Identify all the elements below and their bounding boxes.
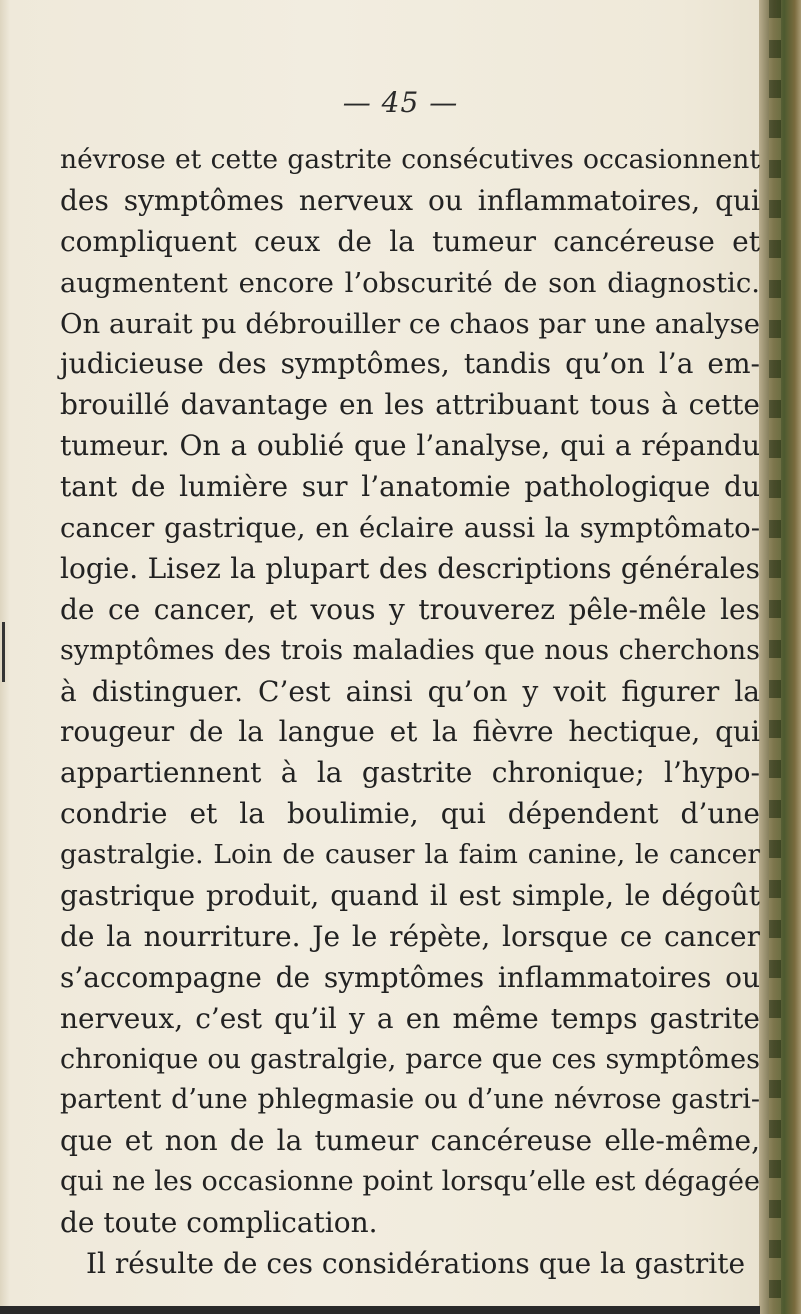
text-line: qui ne les occasionne point lorsqu’elle est dégagée: [60, 1166, 760, 1198]
text-line: brouillé davantage en les attribuant tous à cette: [60, 388, 760, 422]
text-line: nerveux, c’est qu’il y a en même temps gastrite: [60, 1001, 760, 1035]
text-line: de la nourriture. Je le répète, lorsque ce cancer: [60, 919, 760, 953]
body-text: [60, 140, 760, 1285]
bottom-rule: [0, 1306, 760, 1314]
text-line: appartiennent à la gastrite chronique; l’hypo-: [60, 756, 760, 790]
book-spine: [759, 0, 801, 1314]
text-line: gastralgie. Loin de causer la faim canine, le cancer: [60, 839, 760, 871]
text-line: chronique ou gastralgie, parce que ces symptômes: [60, 1043, 760, 1075]
text-line: tumeur. On a oublié que l’analyse, qui a répandu: [60, 429, 760, 463]
text-line: condrie et la boulimie, qui dépendent d’une: [60, 797, 760, 831]
text-line: rougeur de la langue et la fièvre hectique, qui: [60, 715, 760, 749]
margin-mark: [2, 622, 5, 682]
text-line: judicieuse des symptômes, tandis qu’on l’a em-: [60, 347, 760, 381]
text-line: des symptômes nerveux ou inflammatoires, qui: [60, 183, 760, 217]
text-line: logie. Lisez la plupart des descriptions générales: [60, 551, 760, 585]
text-line: On aurait pu débrouiller ce chaos par une analyse: [60, 307, 760, 340]
text-line: de ce cancer, et vous y trouverez pêle-mêle les: [60, 592, 760, 626]
text-line: de toute complication.: [60, 1206, 378, 1240]
text-line: gastrique produit, quand il est simple, le dégoût: [60, 879, 760, 913]
text-line: Il résulte de ces considérations que la gastrite: [86, 1247, 746, 1281]
text-line: névrose et cette gastrite consécutives occasionnent: [60, 144, 760, 175]
text-line: augmentent encore l’obscurité de son diagnostic.: [60, 266, 760, 299]
text-line: que et non de la tumeur cancéreuse elle-même,: [60, 1124, 760, 1158]
text-line: à distinguer. C’est ainsi qu’on y voit figurer la: [60, 674, 760, 708]
text-line: symptômes des trois maladies que nous cherchons: [60, 634, 760, 666]
text-line: tant de lumière sur l’anatomie pathologique du: [60, 470, 760, 504]
page-number: — 45 —: [342, 86, 459, 119]
text-line: partent d’une phlegmasie ou d’une névrose gastri-: [60, 1084, 760, 1116]
text-line: s’accompagne de symptômes inflammatoires ou: [60, 960, 760, 994]
text-line: cancer gastrique, en éclaire aussi la symptômato-: [60, 512, 760, 545]
text-line: compliquent ceux de la tumeur cancéreuse et: [60, 224, 760, 258]
